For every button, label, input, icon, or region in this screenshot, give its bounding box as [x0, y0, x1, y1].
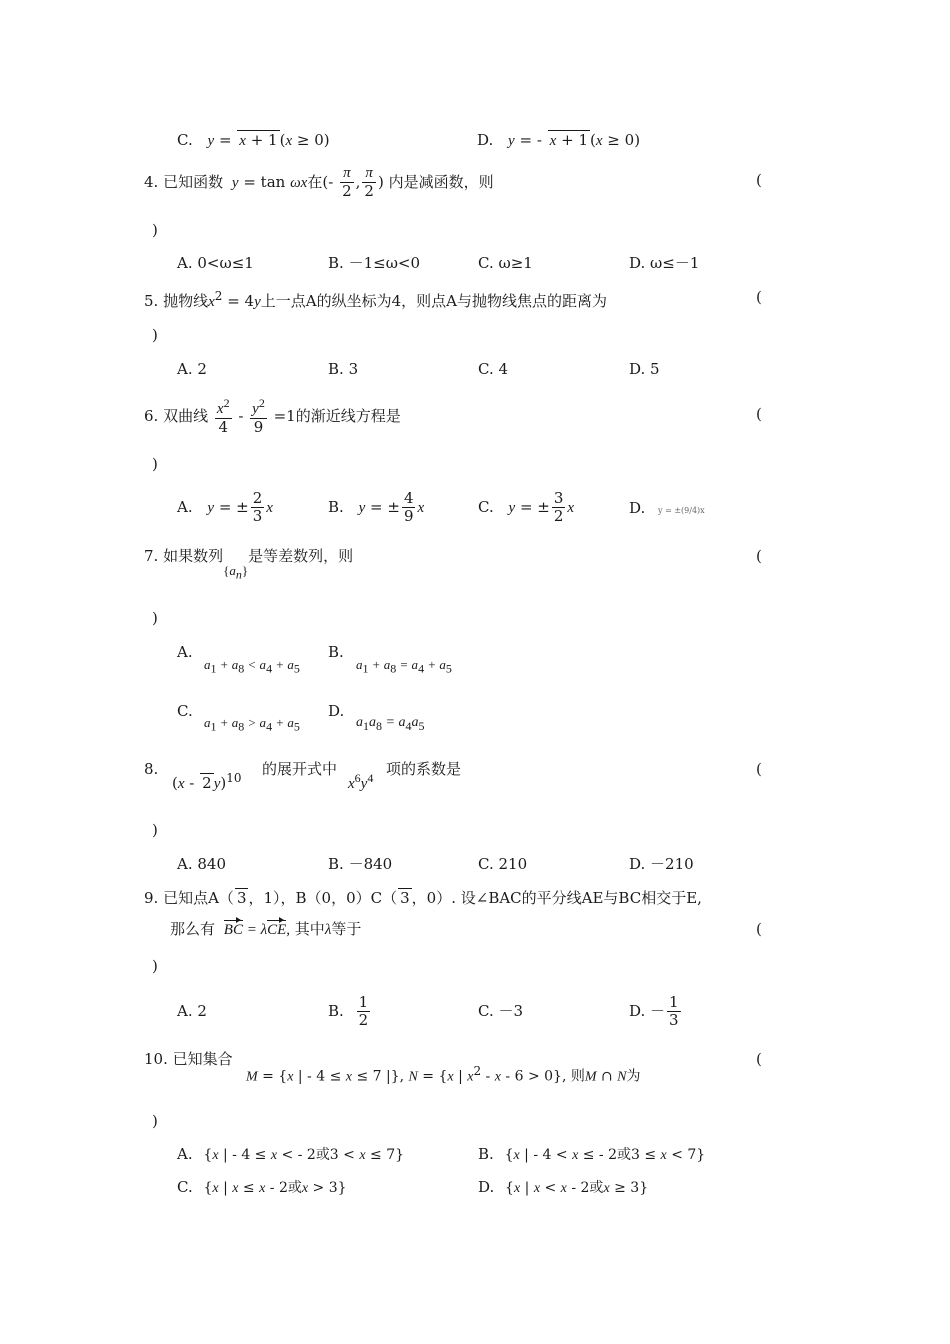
q4-option-a: A. 0<ω≤1	[177, 254, 254, 272]
q9-option-a: A. 2	[177, 1002, 207, 1020]
q10-stem: 10. 已知集合	[144, 1050, 233, 1068]
q9-option-b: B. $\frac{1}{2}$	[328, 993, 369, 1030]
q7-paren-open: (	[756, 547, 762, 565]
q6-option-b: B. y = ± $\frac{4}{9}$ x	[328, 489, 425, 526]
q10-math: M = {x | - 4 ≤ x ≤ 7 |}, N = {x | $x^2 - x - 6 > 0$}, 则M ∩ N为	[246, 1064, 641, 1085]
q6-option-c: C. y = ± $\frac{3}{2}$ x	[478, 489, 575, 526]
q4-paren-open: (	[756, 171, 762, 189]
q5-option-d: D. 5	[629, 360, 660, 378]
q7-paren-close: )	[152, 609, 158, 627]
q10-paren-open: (	[756, 1050, 762, 1068]
q8-option-a: A. 840	[177, 855, 227, 873]
q10-option-a: A. {x | - 4 ≤ x < - 2或3 < x ≤ 7}	[177, 1145, 405, 1163]
q7-option-b-label: B.	[328, 643, 344, 661]
q10-option-c: C. {x | x ≤ x - 2或x > 3}	[177, 1178, 347, 1196]
q8-paren-close: )	[152, 821, 158, 839]
q6-paren-close: )	[152, 455, 158, 473]
q5-option-c: C. 4	[478, 360, 509, 378]
q7-option-c-math: $a_1 + a_8 > a_4 + a_5$	[204, 715, 300, 734]
q9-stem-line2: 那么有 BC = λCE, 其中λ等于	[170, 920, 362, 938]
q8-option-d: D. －210	[629, 855, 694, 873]
q4-stem: 4. 已知函数 y = tan ωx在(- $\frac{\pi}{2}$ , $\frac{\pi}{2}$ ) 内是减函数，则	[144, 165, 494, 201]
q9-paren-close: )	[152, 957, 158, 975]
q6-option-a: A. y = ± $\frac{2}{3}$ x	[177, 489, 273, 526]
q7-option-a-math: $a_1 + a_8 < a_4 + a_5$	[204, 657, 300, 676]
q4-option-c: C. ω≥1	[478, 254, 533, 272]
q5-option-b: B. 3	[328, 360, 359, 378]
q9-option-c: C. －3	[478, 1002, 524, 1020]
q3-option-c: C. y = x + 1 (x ≥ 0)	[177, 131, 330, 149]
q4-number: 4.	[144, 172, 159, 191]
q8-term: $x^6y^4$	[348, 771, 374, 792]
q7-option-d-math: $a_1a_8 = a_4a_5$	[356, 715, 425, 733]
q5-paren-open: (	[756, 288, 762, 306]
q8-option-c: C. 210	[478, 855, 528, 873]
q8-number: 8.	[144, 760, 159, 778]
q10-option-d: D. {x | x < x - 2或x ≥ 3}	[478, 1178, 649, 1196]
q4-option-b: B. －1≤ω<0	[328, 254, 421, 272]
q8-expression: (x - 2 y)$^{10}$	[172, 771, 242, 792]
q5-option-a: A. 2	[177, 360, 207, 378]
q4-paren-close: )	[152, 221, 158, 239]
q8-option-b: B. －840	[328, 855, 393, 873]
q8-text-a: 的展开式中	[262, 760, 338, 778]
q5-paren-close: )	[152, 326, 158, 344]
q7-stem: 7. 如果数列$\{a_n\}$是等差数列，则	[144, 547, 354, 582]
q10-paren-close: )	[152, 1112, 158, 1130]
q4-text-a: 已知函数	[163, 172, 224, 191]
q5-stem: 5. 抛物线$x^2 = 4y$上一点A的纵坐标为4，则点A与抛物线焦点的距离为	[144, 289, 607, 310]
q10-option-b: B. {x | - 4 < x ≤ - 2或3 ≤ x < 7}	[478, 1145, 706, 1163]
q7-option-c-label: C.	[177, 702, 193, 720]
q6-paren-open: (	[756, 405, 762, 423]
q9-option-d: D. － $\frac{1}{3}$	[629, 993, 679, 1030]
q4-text-c: 内是减函数，则	[388, 172, 494, 191]
q3-option-d: D. y = - x + 1 (x ≥ 0)	[477, 131, 641, 149]
q8-text-b: 项的系数是	[386, 760, 462, 778]
q7-option-d-label: D.	[328, 702, 345, 720]
q7-option-b-math: $a_1 + a_8 = a_4 + a_5$	[356, 657, 452, 676]
q9-paren-open: (	[756, 920, 762, 938]
q7-option-a-label: A.	[177, 643, 193, 661]
q6-stem: 6. 双曲线 $\frac{x^2}{4}$ - $\frac{y^2}{9}$ =1的渐近线方程是	[144, 396, 401, 437]
q9-stem-line1: 9. 已知点A（ 3 ，1），B（0，0）C（ 3 ，0）. 设∠BAC的平分线AE与BC相交于E,	[144, 889, 702, 907]
q6-option-d: D. y = ±(9/4)x	[629, 499, 705, 517]
q8-paren-open: (	[756, 760, 762, 778]
q4-option-d: D. ω≤－1	[629, 254, 700, 272]
